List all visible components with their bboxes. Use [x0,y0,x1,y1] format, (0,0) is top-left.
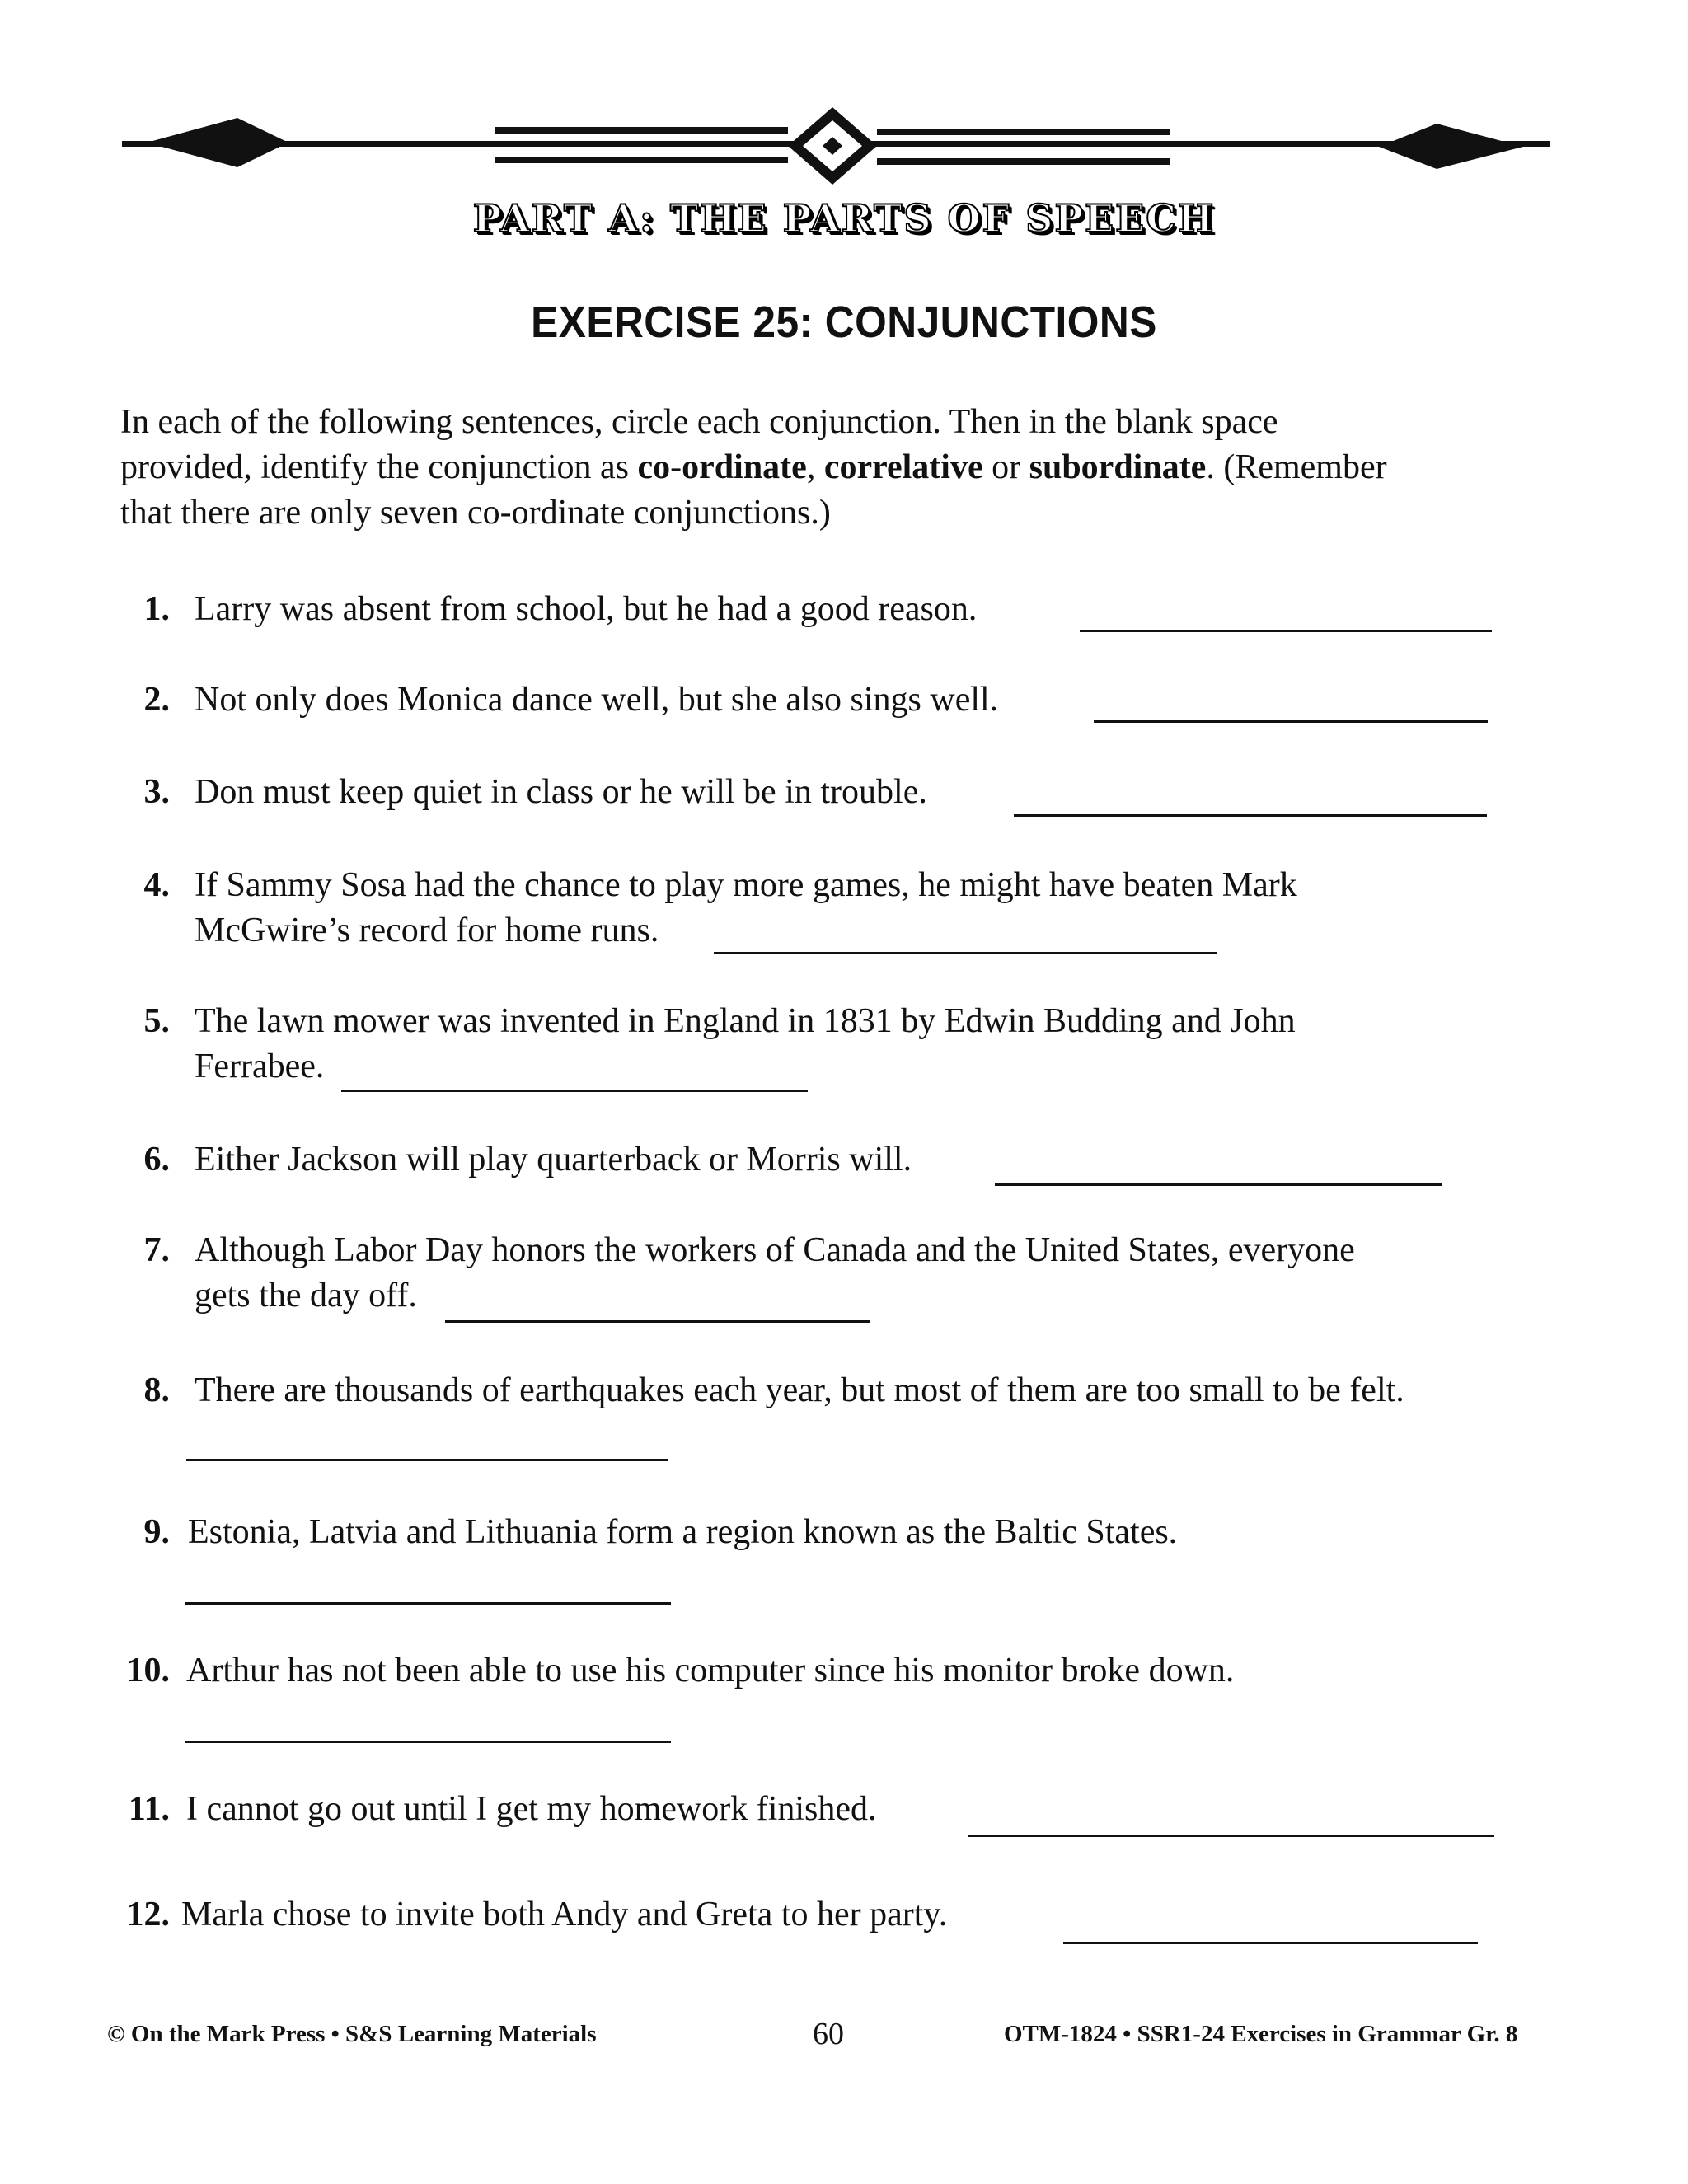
instructions-text: provided, identify the conjunction as [120,448,638,486]
answer-blank[interactable] [341,1090,808,1092]
answer-blank[interactable] [1094,720,1488,723]
separator: , [806,448,824,486]
instructions-line-2 [120,445,1554,490]
item-sentence-line-1: The lawn mower was invented in England in 1831 by Edwin Budding and John [195,1002,1296,1040]
footer-product-code: OTM-1824 • SSR1-24 Exercises in Grammar Gr. 8 [1004,2021,1518,2047]
item-number: 6. [143,1141,170,1179]
separator: or [982,448,1029,486]
item-number: 1. [143,590,170,628]
exercise-title: EXERCISE 25: CONJUNCTIONS [531,298,1157,347]
item-sentence: Estonia, Latvia and Lithuania form a region known as the Baltic States. [188,1513,1178,1551]
answer-blank[interactable] [1014,814,1487,817]
instructions [120,400,1554,536]
item-sentence: Either Jackson will play quarterback or Morris will. [195,1141,912,1179]
item-sentence-line-2: Ferrabee. [195,1047,325,1085]
instructions-line-1: In each of the following sentences, circle each conjunction. Then in the blank space [120,403,1278,441]
answer-blank[interactable] [1080,630,1492,632]
instructions-line-3: that there are only seven co-ordinate conjunctions.) [120,494,831,532]
instructions-text: . (Remember [1206,448,1387,486]
item-sentence-line-1: If Sammy Sosa had the chance to play more games, he might have beaten Mark [195,866,1297,904]
item-sentence: Marla chose to invite both Andy and Greta to her party. [181,1896,948,1933]
answer-blank[interactable] [1063,1942,1478,1944]
item-number: 4. [143,866,170,904]
decorative-diamond-rule-icon [0,0,1688,214]
item-number: 2. [143,681,170,719]
item-number: 12. [126,1896,170,1933]
term-correlative: correlative [823,448,983,486]
answer-blank[interactable] [445,1320,870,1323]
item-sentence-line-2: gets the day off. [195,1277,417,1315]
item-sentence-line-1: Although Labor Day honors the workers of Canada and the United States, everyone [195,1231,1355,1269]
item-number: 5. [143,1002,170,1040]
term-coordinate: co-ordinate [637,448,807,486]
item-number: 3. [143,773,170,811]
item-sentence: There are thousands of earthquakes each year, but most of them are too small to be felt. [195,1371,1404,1409]
item-number: 9. [143,1513,170,1551]
footer-copyright: © On the Mark Press • S&S Learning Materials [107,2021,597,2047]
page-number: 60 [813,2017,844,2051]
answer-blank[interactable] [714,952,1217,954]
item-sentence: Larry was absent from school, but he had a good reason. [195,590,978,628]
answer-blank[interactable] [185,1741,671,1743]
item-number: 10. [126,1652,170,1690]
answer-blank[interactable] [185,1602,671,1605]
item-number: 8. [143,1371,170,1409]
item-sentence: Not only does Monica dance well, but she also sings well. [195,681,999,719]
item-number: 7. [143,1231,170,1269]
item-sentence-line-2: McGwire’s record for home runs. [195,912,659,949]
item-sentence: Arthur has not been able to use his computer since his monitor broke down. [186,1652,1235,1690]
answer-blank[interactable] [995,1183,1442,1186]
answer-blank[interactable] [968,1835,1494,1837]
part-title: PART A: THE PARTS OF SPEECH [472,196,1216,241]
term-subordinate: subordinate [1029,448,1207,486]
item-number: 11. [128,1790,170,1828]
item-sentence: Don must keep quiet in class or he will be in trouble. [195,773,927,811]
item-sentence: I cannot go out until I get my homework finished. [186,1790,877,1828]
answer-blank[interactable] [186,1459,668,1461]
